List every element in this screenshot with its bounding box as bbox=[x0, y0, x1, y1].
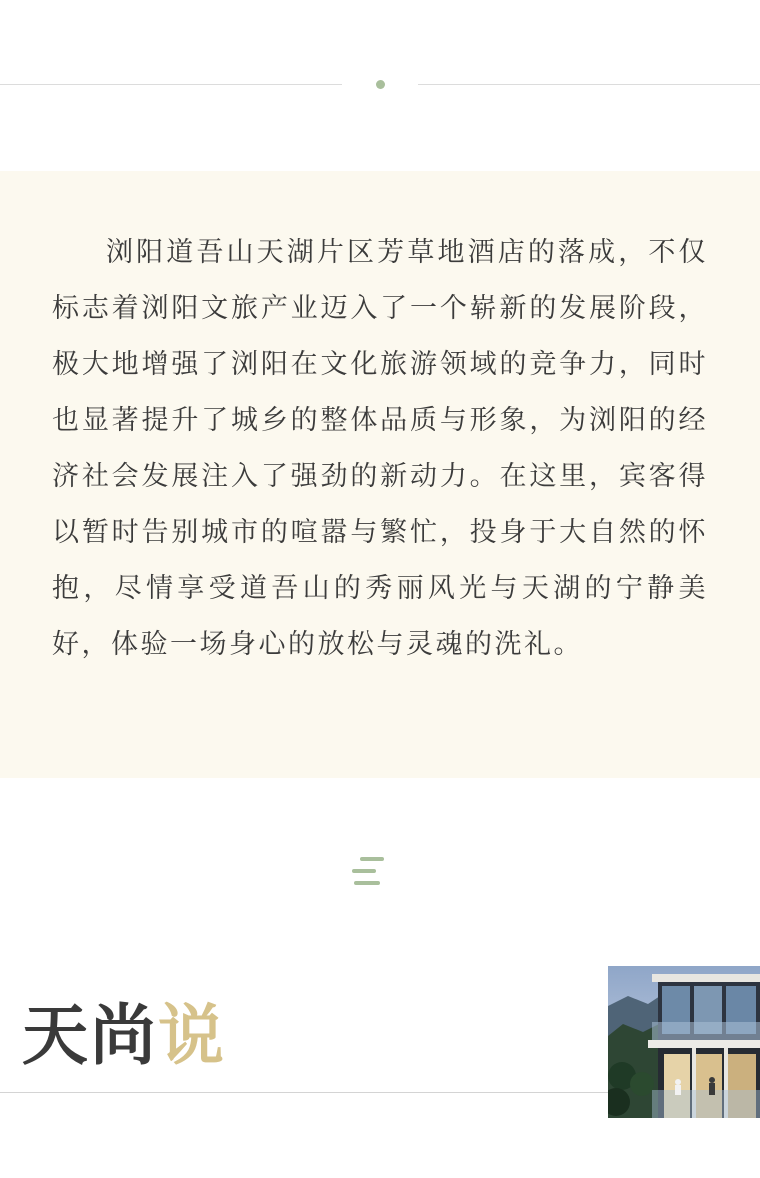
hotel-building-image bbox=[608, 966, 760, 1118]
dot-icon bbox=[376, 80, 385, 89]
top-divider bbox=[0, 84, 760, 86]
section-heading bbox=[22, 996, 226, 1076]
divider-line-right bbox=[418, 84, 760, 85]
menu-lines-icon bbox=[352, 857, 384, 887]
divider-line-left bbox=[0, 84, 342, 85]
heading-underline bbox=[0, 1092, 608, 1093]
section-title-main: 天尚 bbox=[22, 997, 158, 1074]
article-panel bbox=[0, 171, 760, 778]
article-paragraph: 浏阳道吾山天湖片区芳草地酒店的落成，不仅标志着浏阳文旅产业迈入了一个崭新的发展阶段，极大地增强了浏阳在文化旅游领域的竞争力，同时也显著提升了城乡的整体品质与形象，为浏阳的经济社会发展注入了强劲的新动力。在这里，宾客得以暂时告别城市的喧嚣与繁忙，投身于大自然的怀抱，尽情享受道吾山的秀丽风光与天湖的宁静美好，体验一场身心的放松与灵魂的洗礼。 bbox=[52, 237, 708, 660]
section-title-accent: 说 bbox=[158, 997, 226, 1074]
